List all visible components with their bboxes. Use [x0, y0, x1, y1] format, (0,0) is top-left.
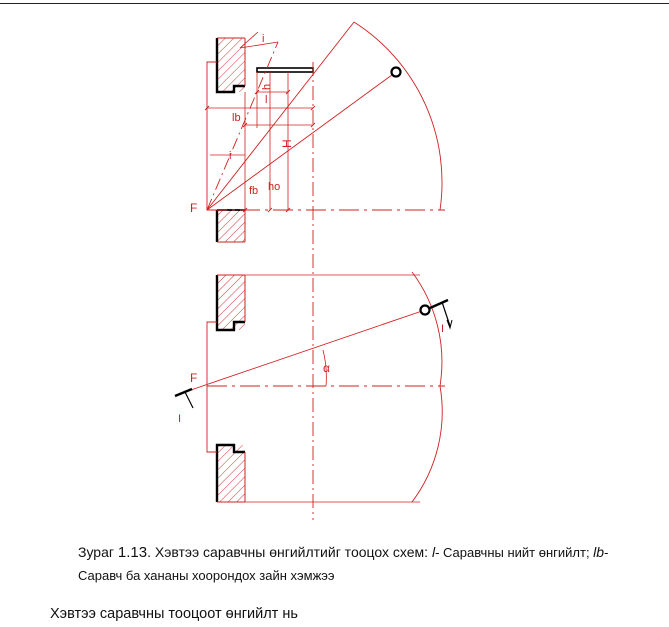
label-l: l — [265, 94, 268, 106]
label-lb: lb — [232, 112, 241, 124]
body-paragraph: Хэвтээ саравчны тооцоот өнгийлт нь — [50, 606, 298, 622]
label-h-small: h — [261, 83, 273, 90]
label-fb: fb — [249, 185, 259, 197]
sun-marker-bottom — [421, 306, 430, 315]
caption-text1: . Хэвтээ саравчны өнгийлтийг тооцох схем: — [147, 544, 432, 560]
wall-lower-top — [217, 210, 245, 242]
label-F-bottom: F — [190, 371, 198, 385]
caption-text2: - Саравчны нийт өнгийлт; — [435, 545, 594, 560]
label-i-top: i — [262, 33, 265, 45]
sunshade-plate — [257, 68, 313, 72]
label-F-top: F — [190, 201, 198, 215]
figure-caption — [78, 541, 638, 587]
wall-upper-top — [217, 38, 245, 92]
caption-prefix: Зураг — [78, 544, 118, 560]
label-H: H — [280, 139, 294, 148]
label-I-right: I — [441, 323, 445, 335]
bottom-diagram — [175, 272, 452, 502]
caption-l-symbol: l — [431, 544, 436, 560]
label-alpha: α — [323, 361, 330, 375]
wall-lower-bottom — [217, 445, 245, 502]
label-ho: ho — [268, 181, 281, 193]
sun-marker-top — [392, 68, 401, 77]
section-marker-left — [175, 389, 193, 408]
caption-number: 1.13 — [117, 544, 148, 561]
wall-upper-bottom — [217, 275, 245, 330]
label-i-mid: i — [229, 150, 232, 162]
caption-lb-symbol: lb — [593, 544, 605, 560]
label-I-left: I — [178, 413, 182, 425]
caption-text3: - Саравч ба хананы хоорондох зайн хэмжээ — [78, 545, 609, 583]
